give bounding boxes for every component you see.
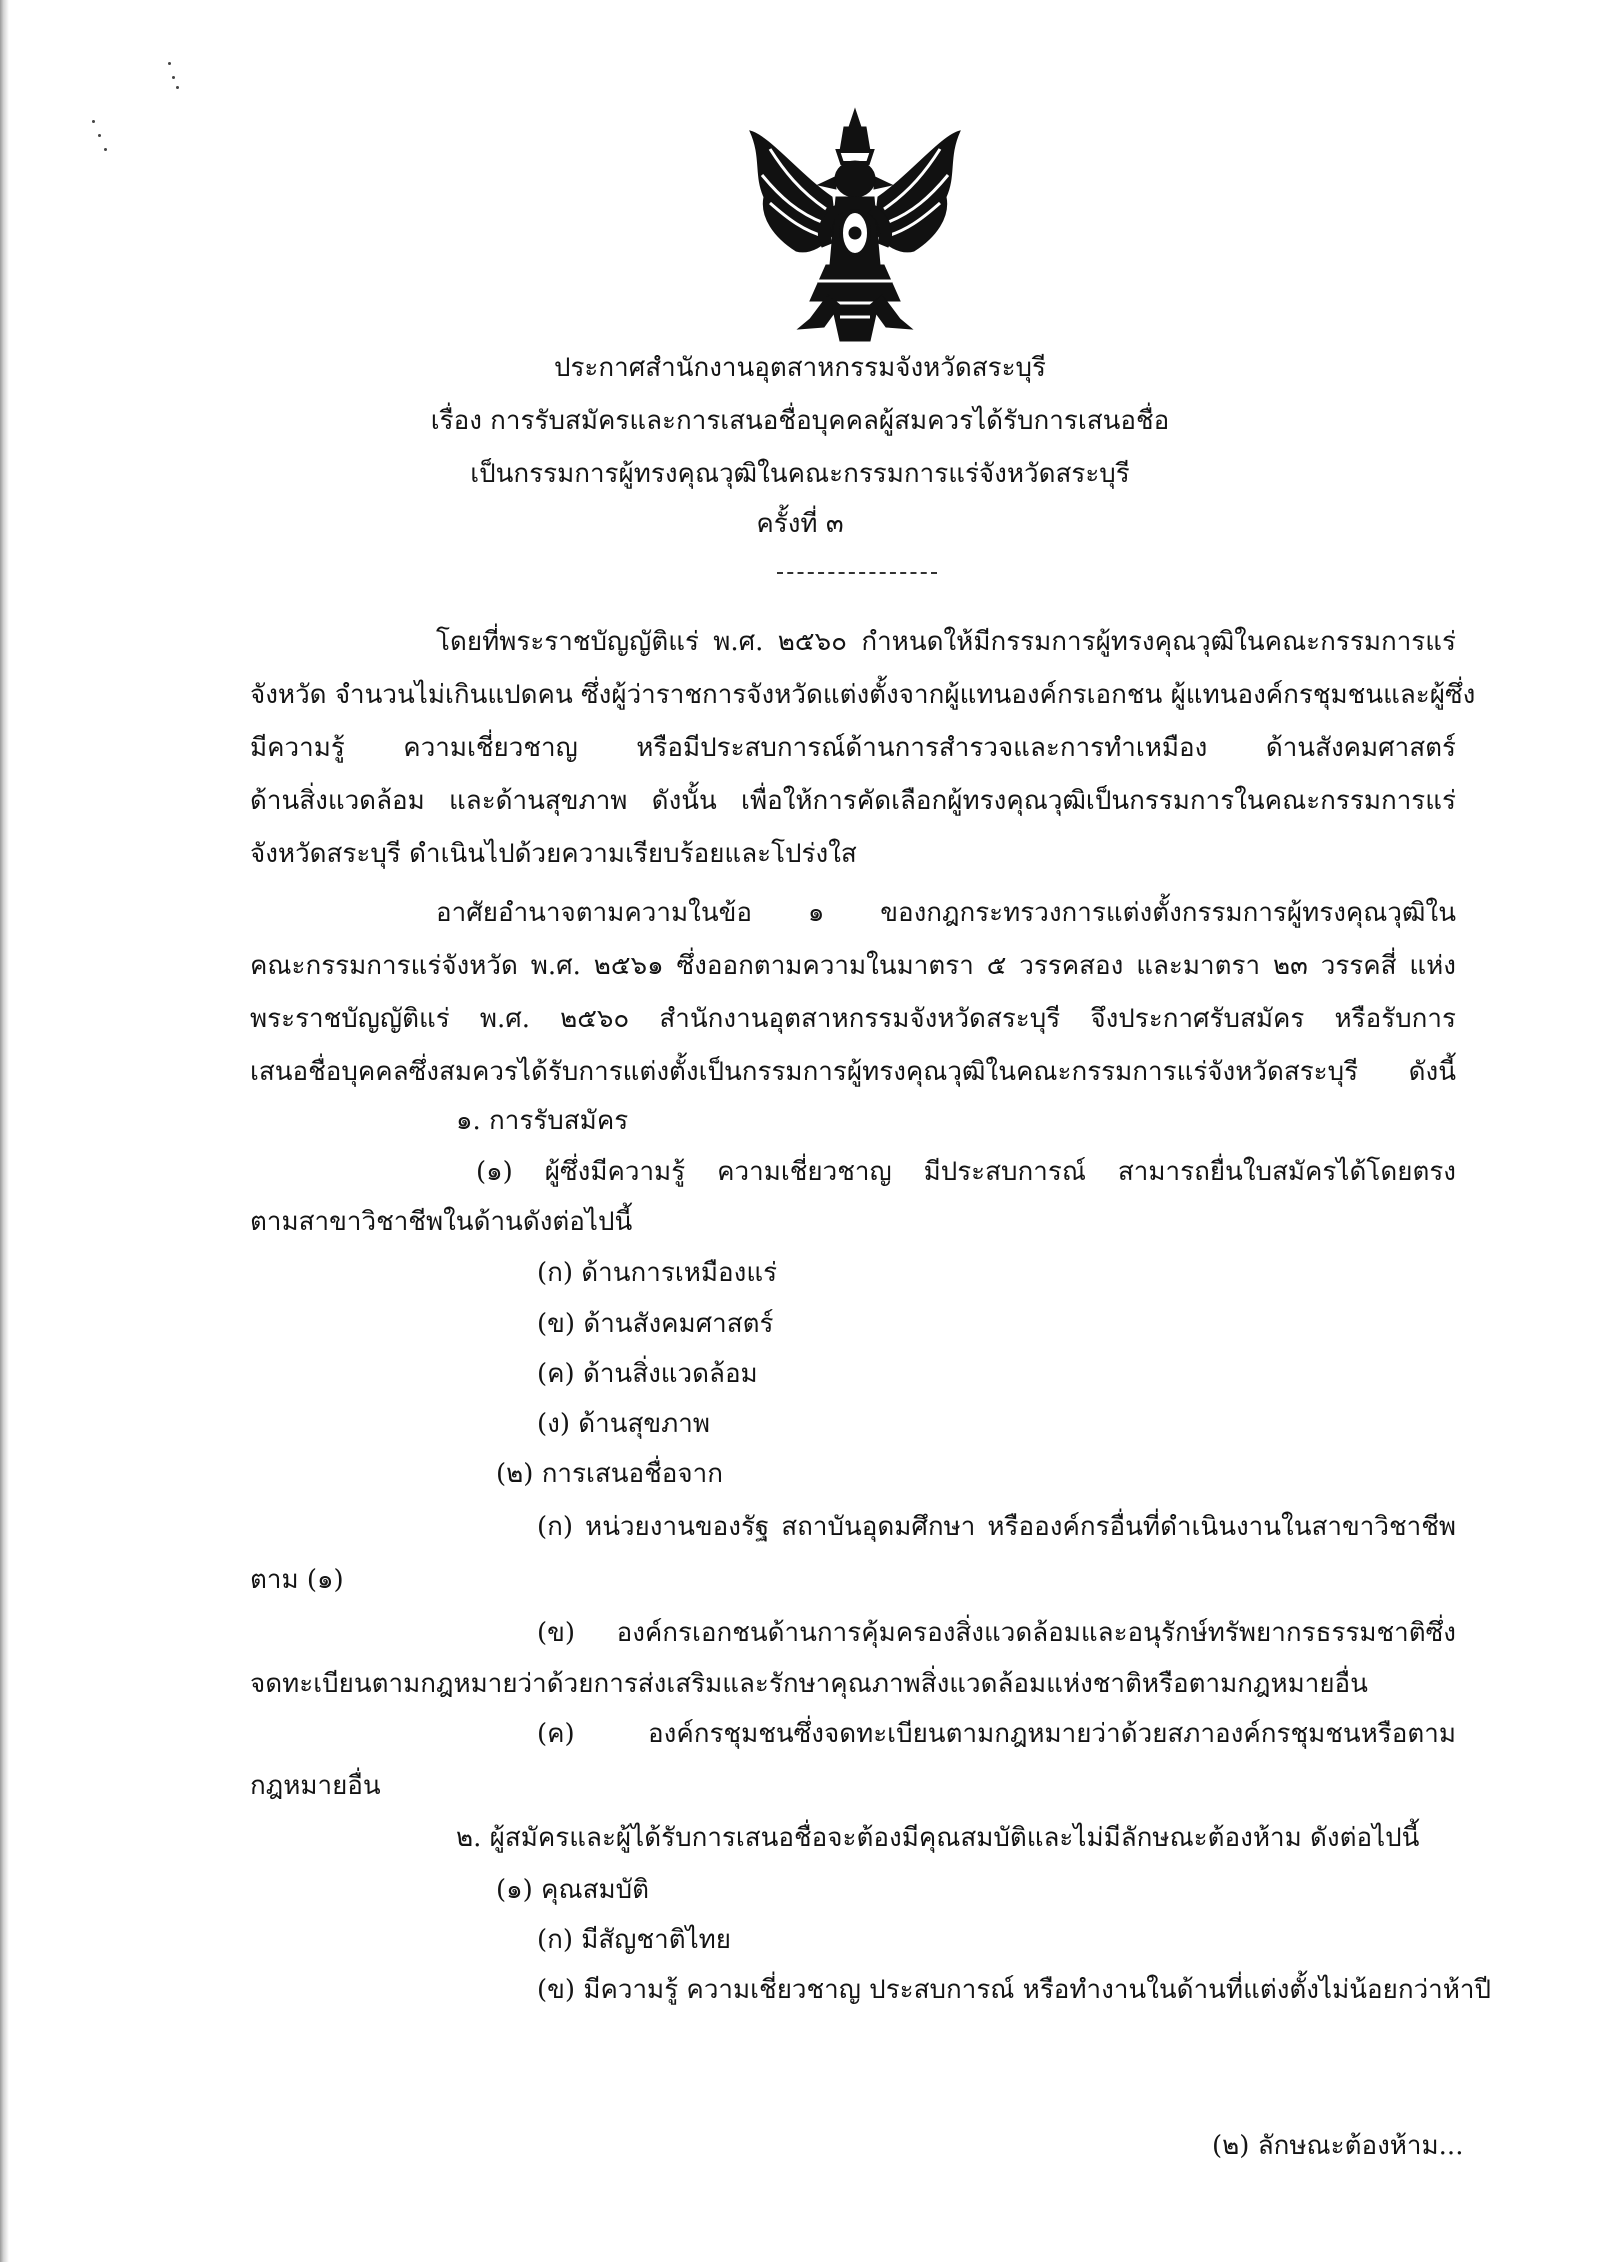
field-health: (ง) ด้านสุขภาพ bbox=[537, 1409, 711, 1439]
paragraph-1-line-5: จังหวัดสระบุรี ดำเนินไปด้วยความเรียบร้อยและโปร่งใส bbox=[250, 839, 857, 869]
continuation-note: (๒) ลักษณะต้องห้าม... bbox=[1212, 2131, 1464, 2161]
section-2-heading: ๒. ผู้สมัครและผู้ได้รับการเสนอชื่อจะต้องมีคุณสมบัติและไม่มีลักษณะต้องห้าม ดังต่อไปนี้ bbox=[456, 1823, 1420, 1853]
announcement-subject-cont: เป็นกรรมการผู้ทรงคุณวุฒิในคณะกรรมการแร่จังหวัดสระบุรี bbox=[470, 459, 1130, 489]
paragraph-1-line-3: มีความรู้ ความเชี่ยวชาญ หรือมีประสบการณ์ด้านการสำรวจและการทำเหมือง ด้านสังคมศาสตร์ bbox=[250, 733, 1456, 763]
paragraph-2-line-2: คณะกรรมการแร่จังหวัด พ.ศ. ๒๕๖๑ ซึ่งออกตามความในมาตรา ๕ วรรคสอง และมาตรา ๒๓ วรรคสี่ แห่ง bbox=[250, 951, 1456, 981]
section-1-item-1: (๑) ผู้ซึ่งมีความรู้ ความเชี่ยวชาญ มีประสบการณ์ สามารถยื่นใบสมัครได้โดยตรง bbox=[476, 1157, 1456, 1187]
qualification-experience: (ข) มีความรู้ ความเชี่ยวชาญ ประสบการณ์ หรือทำงานในด้านที่แต่งตั้งไม่น้อยกว่าห้าปี bbox=[537, 1975, 1492, 2005]
nominator-government-cont: ตาม (๑) bbox=[250, 1565, 344, 1595]
qualifications-heading: (๑) คุณสมบัติ bbox=[496, 1875, 649, 1905]
paragraph-2-line-3: พระราชบัญญัติแร่ พ.ศ. ๒๕๖๐ สำนักงานอุตสาหกรรมจังหวัดสระบุรี จึงประกาศรับสมัคร หรือรับการ bbox=[250, 1004, 1456, 1034]
nominator-community-cont: กฎหมายอื่น bbox=[250, 1771, 381, 1801]
nominator-government: (ก) หน่วยงานของรัฐ สถาบันอุดมศึกษา หรือองค์กรอื่นที่ดำเนินงานในสาขาวิชาชีพ bbox=[537, 1512, 1456, 1542]
qualification-nationality: (ก) มีสัญชาติไทย bbox=[537, 1925, 732, 1955]
field-environment: (ค) ด้านสิ่งแวดล้อม bbox=[537, 1359, 758, 1389]
title-divider bbox=[777, 572, 937, 574]
paragraph-1-line-2: จังหวัด จำนวนไม่เกินแปดคน ซึ่งผู้ว่าราชการจังหวัดแต่งตั้งจากผู้แทนองค์กรเอกชน ผู้แทนองค์กรชุมชนและผู้ซึ่ง bbox=[250, 680, 1476, 710]
announcement-title: ประกาศสำนักงานอุตสาหกรรมจังหวัดสระบุรี bbox=[553, 353, 1047, 383]
section-1-heading: ๑. การรับสมัคร bbox=[456, 1106, 629, 1136]
paragraph-1-line-4: ด้านสิ่งแวดล้อม และด้านสุขภาพ ดังนั้น เพื่อให้การคัดเลือกผู้ทรงคุณวุฒิเป็นกรรมการในคณะกรรมการแร่ bbox=[250, 786, 1456, 816]
nominator-ngo: (ข) องค์กรเอกชนด้านการคุ้มครองสิ่งแวดล้อมและอนุรักษ์ทรัพยากรธรรมชาติซึ่ง bbox=[537, 1618, 1456, 1648]
paragraph-2-line-4: เสนอชื่อบุคคลซึ่งสมควรได้รับการแต่งตั้งเป็นกรรมการผู้ทรงคุณวุฒิในคณะกรรมการแร่จังหวัดสระบุรี ดังนี้ bbox=[250, 1057, 1456, 1087]
scan-edge bbox=[0, 0, 9, 2262]
nominator-ngo-cont: จดทะเบียนตามกฎหมายว่าด้วยการส่งเสริมและรักษาคุณภาพสิ่งแวดล้อมแห่งชาติหรือตามกฎหมายอื่น bbox=[250, 1669, 1368, 1699]
announcement-round: ครั้งที่ ๓ bbox=[756, 509, 844, 539]
field-social-science: (ข) ด้านสังคมศาสตร์ bbox=[537, 1309, 774, 1339]
paragraph-2-line-1: อาศัยอำนาจตามความในข้อ ๑ ของกฎกระทรวงการแต่งตั้งกรรมการผู้ทรงคุณวุฒิใน bbox=[436, 898, 1456, 928]
section-1-item-1-cont: ตามสาขาวิชาชีพในด้านดังต่อไปนี้ bbox=[250, 1207, 633, 1237]
garuda-emblem-icon bbox=[740, 105, 970, 345]
paragraph-1-line-1: โดยที่พระราชบัญญัติแร่ พ.ศ. ๒๕๖๐ กำหนดให้มีกรรมการผู้ทรงคุณวุฒิในคณะกรรมการแร่ bbox=[436, 627, 1456, 657]
nominator-community: (ค) องค์กรชุมชนซึ่งจดทะเบียนตามกฎหมายว่าด้วยสภาองค์กรชุมชนหรือตาม bbox=[537, 1719, 1456, 1749]
section-1-item-2-heading: (๒) การเสนอชื่อจาก bbox=[496, 1459, 723, 1489]
field-mining: (ก) ด้านการเหมืองแร่ bbox=[537, 1258, 778, 1288]
announcement-subject: เรื่อง การรับสมัครและการเสนอชื่อบุคคลผู้สมควรได้รับการเสนอชื่อ bbox=[430, 406, 1170, 436]
